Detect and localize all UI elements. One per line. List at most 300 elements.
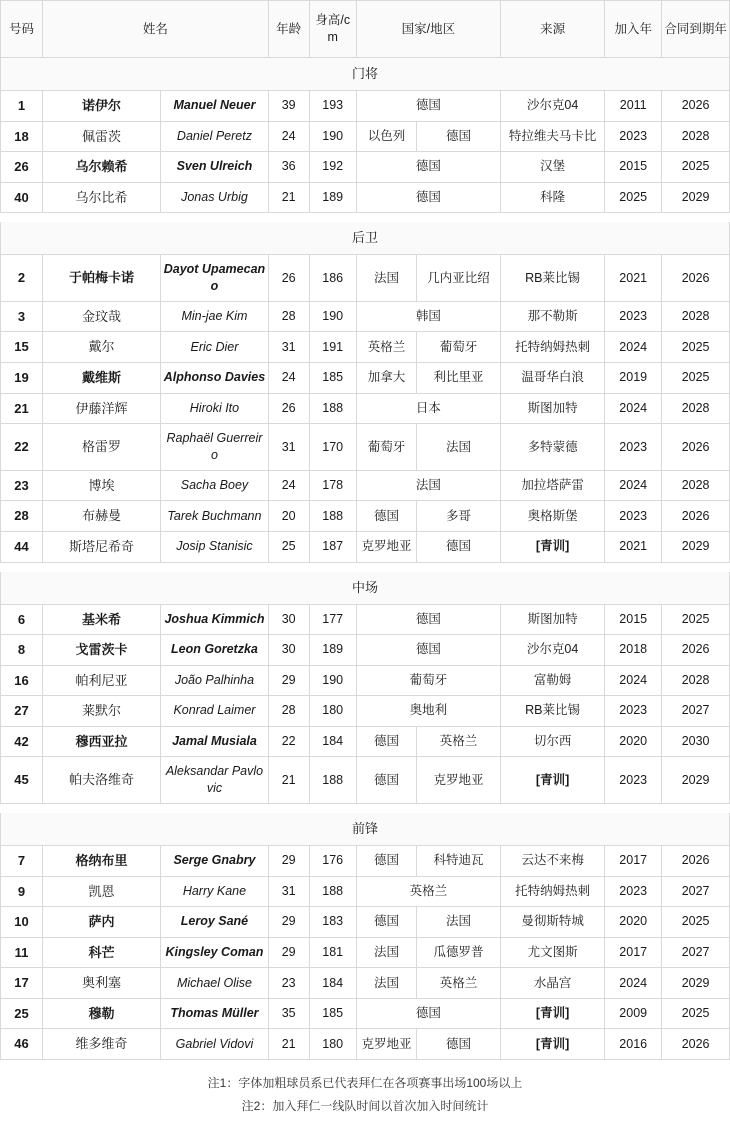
table-header [1, 1, 730, 58]
spacer-cell [1, 562, 730, 571]
player-contract-expiry: 2029 [662, 182, 730, 213]
player-age: 21 [268, 1029, 309, 1060]
header-age: 年龄 [268, 1, 309, 58]
player-nationality-primary: 德国 [356, 846, 416, 877]
table-row [1, 531, 730, 562]
player-height: 184 [309, 726, 356, 757]
player-height: 189 [309, 635, 356, 666]
player-name-cn: 佩雷茨 [42, 121, 160, 152]
player-nationality-primary: 法国 [356, 470, 500, 501]
player-source: 富勒姆 [500, 665, 604, 696]
player-nationality-primary: 克罗地亚 [356, 1029, 416, 1060]
player-contract-expiry: 2029 [662, 757, 730, 804]
header-name: 姓名 [42, 1, 268, 58]
player-contract-expiry: 2026 [662, 255, 730, 302]
player-contract-expiry: 2028 [662, 470, 730, 501]
player-age: 29 [268, 907, 309, 938]
player-height: 193 [309, 91, 356, 122]
player-nationality-primary: 日本 [356, 393, 500, 424]
player-name-latin: Josip Stanisic [161, 531, 269, 562]
player-name-cn: 萨内 [42, 907, 160, 938]
player-contract-expiry: 2025 [662, 604, 730, 635]
player-join-year: 2023 [605, 757, 662, 804]
player-height: 190 [309, 301, 356, 332]
player-age: 26 [268, 393, 309, 424]
player-source: [青训] [500, 1029, 604, 1060]
player-join-year: 2023 [605, 696, 662, 727]
player-contract-expiry: 2026 [662, 424, 730, 471]
player-nationality-secondary: 葡萄牙 [417, 332, 501, 363]
player-join-year: 2024 [605, 393, 662, 424]
table-notes [0, 1072, 730, 1127]
player-name-latin: João Palhinha [161, 665, 269, 696]
header-source: 来源 [500, 1, 604, 58]
player-contract-expiry: 2026 [662, 846, 730, 877]
header-nationality: 国家/地区 [356, 1, 500, 58]
table-row [1, 635, 730, 666]
table-row [1, 182, 730, 213]
player-age: 29 [268, 937, 309, 968]
player-name-cn: 乌尔赖希 [42, 152, 160, 183]
player-contract-expiry: 2025 [662, 998, 730, 1029]
player-name-cn: 莱默尔 [42, 696, 160, 727]
player-name-cn: 戈雷茨卡 [42, 635, 160, 666]
player-nationality-secondary: 瓜德罗普 [417, 937, 501, 968]
table-row [1, 393, 730, 424]
player-height: 186 [309, 255, 356, 302]
position-group-label: 前锋 [1, 813, 730, 846]
player-nationality-secondary: 科特迪瓦 [417, 846, 501, 877]
player-join-year: 2020 [605, 726, 662, 757]
player-number: 9 [1, 876, 43, 907]
player-height: 180 [309, 1029, 356, 1060]
player-contract-expiry: 2027 [662, 696, 730, 727]
player-nationality-secondary: 利比里亚 [417, 363, 501, 394]
player-number: 19 [1, 363, 43, 394]
player-name-cn: 戴尔 [42, 332, 160, 363]
player-source: RB莱比锡 [500, 255, 604, 302]
player-number: 42 [1, 726, 43, 757]
player-name-latin: Daniel Peretz [161, 121, 269, 152]
player-height: 192 [309, 152, 356, 183]
table-row [1, 501, 730, 532]
player-age: 25 [268, 531, 309, 562]
player-age: 29 [268, 665, 309, 696]
player-nationality-primary: 葡萄牙 [356, 424, 416, 471]
player-age: 30 [268, 604, 309, 635]
position-group-row [1, 58, 730, 91]
player-height: 170 [309, 424, 356, 471]
table-row [1, 968, 730, 999]
player-name-cn: 金玟哉 [42, 301, 160, 332]
player-join-year: 2017 [605, 846, 662, 877]
player-name-cn: 奥利塞 [42, 968, 160, 999]
player-nationality-secondary: 几内亚比绍 [417, 255, 501, 302]
player-nationality-secondary: 英格兰 [417, 726, 501, 757]
player-source: 托特纳姆热刺 [500, 876, 604, 907]
table-row [1, 1029, 730, 1060]
player-join-year: 2024 [605, 332, 662, 363]
player-source: 奥格斯堡 [500, 501, 604, 532]
player-height: 189 [309, 182, 356, 213]
table-row [1, 91, 730, 122]
player-source: 曼彻斯特城 [500, 907, 604, 938]
player-join-year: 2019 [605, 363, 662, 394]
player-height: 180 [309, 696, 356, 727]
player-age: 24 [268, 363, 309, 394]
player-join-year: 2009 [605, 998, 662, 1029]
player-join-year: 2015 [605, 604, 662, 635]
player-name-cn: 博埃 [42, 470, 160, 501]
player-join-year: 2023 [605, 121, 662, 152]
player-nationality-primary: 奥地利 [356, 696, 500, 727]
player-height: 176 [309, 846, 356, 877]
player-age: 29 [268, 846, 309, 877]
player-number: 21 [1, 393, 43, 424]
player-number: 7 [1, 846, 43, 877]
player-number: 6 [1, 604, 43, 635]
player-contract-expiry: 2029 [662, 531, 730, 562]
player-number: 27 [1, 696, 43, 727]
player-age: 23 [268, 968, 309, 999]
player-name-cn: 穆西亚拉 [42, 726, 160, 757]
player-height: 190 [309, 665, 356, 696]
player-name-latin: Joshua Kimmich [161, 604, 269, 635]
table-row [1, 255, 730, 302]
player-age: 21 [268, 757, 309, 804]
player-source: 多特蒙德 [500, 424, 604, 471]
player-name-cn: 戴维斯 [42, 363, 160, 394]
player-source: 尤文图斯 [500, 937, 604, 968]
player-join-year: 2023 [605, 301, 662, 332]
player-height: 187 [309, 531, 356, 562]
player-contract-expiry: 2025 [662, 907, 730, 938]
group-spacer [1, 804, 730, 813]
player-source: RB莱比锡 [500, 696, 604, 727]
player-number: 44 [1, 531, 43, 562]
player-join-year: 2024 [605, 665, 662, 696]
position-group-row [1, 813, 730, 846]
player-name-latin: Jamal Musiala [161, 726, 269, 757]
header-height: 身高/cm [309, 1, 356, 58]
player-nationality-primary: 克罗地亚 [356, 531, 416, 562]
player-number: 18 [1, 121, 43, 152]
player-number: 23 [1, 470, 43, 501]
table-row [1, 363, 730, 394]
player-join-year: 2017 [605, 937, 662, 968]
player-age: 31 [268, 332, 309, 363]
table-row [1, 152, 730, 183]
player-join-year: 2023 [605, 876, 662, 907]
table-row [1, 121, 730, 152]
player-number: 17 [1, 968, 43, 999]
player-contract-expiry: 2026 [662, 635, 730, 666]
player-source: 沙尔克04 [500, 91, 604, 122]
player-name-cn: 布赫曼 [42, 501, 160, 532]
position-group-row [1, 571, 730, 604]
player-age: 31 [268, 876, 309, 907]
player-name-cn: 诺伊尔 [42, 91, 160, 122]
header-join-year: 加入年 [605, 1, 662, 58]
position-group-label: 中场 [1, 571, 730, 604]
player-join-year: 2023 [605, 501, 662, 532]
player-join-year: 2024 [605, 968, 662, 999]
player-join-year: 2015 [605, 152, 662, 183]
table-row [1, 665, 730, 696]
player-nationality-secondary: 英格兰 [417, 968, 501, 999]
table-row [1, 876, 730, 907]
player-age: 30 [268, 635, 309, 666]
player-number: 3 [1, 301, 43, 332]
player-name-latin: Konrad Laimer [161, 696, 269, 727]
player-source: 加拉塔萨雷 [500, 470, 604, 501]
player-nationality-primary: 德国 [356, 998, 500, 1029]
player-name-latin: Sacha Boey [161, 470, 269, 501]
player-source: 科隆 [500, 182, 604, 213]
player-nationality-primary: 德国 [356, 501, 416, 532]
player-height: 191 [309, 332, 356, 363]
note-2: 注2：加入拜仁一线队时间以首次加入时间统计 [241, 1098, 489, 1113]
header-row [1, 1, 730, 58]
player-age: 24 [268, 121, 309, 152]
player-nationality-secondary: 德国 [417, 531, 501, 562]
player-join-year: 2025 [605, 182, 662, 213]
player-source: 云达不来梅 [500, 846, 604, 877]
table-row [1, 604, 730, 635]
player-nationality-primary: 法国 [356, 255, 416, 302]
player-contract-expiry: 2026 [662, 91, 730, 122]
player-name-latin: Aleksandar Pavlovic [161, 757, 269, 804]
player-source: 汉堡 [500, 152, 604, 183]
player-nationality-primary: 英格兰 [356, 332, 416, 363]
player-number: 11 [1, 937, 43, 968]
player-source: 斯图加特 [500, 604, 604, 635]
player-age: 24 [268, 470, 309, 501]
header-contract-expiry: 合同到期年 [662, 1, 730, 58]
player-age: 28 [268, 301, 309, 332]
player-name-latin: Serge Gnabry [161, 846, 269, 877]
player-age: 31 [268, 424, 309, 471]
player-name-cn: 斯塔尼希奇 [42, 531, 160, 562]
player-source: 斯图加特 [500, 393, 604, 424]
table-row [1, 907, 730, 938]
player-contract-expiry: 2028 [662, 301, 730, 332]
player-number: 26 [1, 152, 43, 183]
player-name-latin: Leroy Sané [161, 907, 269, 938]
player-contract-expiry: 2025 [662, 152, 730, 183]
table-row [1, 424, 730, 471]
player-height: 188 [309, 393, 356, 424]
table-body [1, 58, 730, 1060]
player-name-latin: Michael Olise [161, 968, 269, 999]
player-number: 46 [1, 1029, 43, 1060]
player-name-latin: Raphaël Guerreiro [161, 424, 269, 471]
player-name-cn: 穆勒 [42, 998, 160, 1029]
player-name-latin: Gabriel Vidovi [161, 1029, 269, 1060]
player-height: 188 [309, 876, 356, 907]
player-number: 10 [1, 907, 43, 938]
player-source: [青训] [500, 531, 604, 562]
player-nationality-primary: 法国 [356, 968, 416, 999]
player-height: 190 [309, 121, 356, 152]
player-nationality-primary: 法国 [356, 937, 416, 968]
player-source: 托特纳姆热刺 [500, 332, 604, 363]
player-nationality-secondary: 德国 [417, 121, 501, 152]
player-nationality-primary: 英格兰 [356, 876, 500, 907]
player-age: 20 [268, 501, 309, 532]
player-contract-expiry: 2026 [662, 501, 730, 532]
player-nationality-primary: 德国 [356, 726, 416, 757]
player-nationality-primary: 德国 [356, 604, 500, 635]
player-age: 22 [268, 726, 309, 757]
player-join-year: 2021 [605, 255, 662, 302]
player-nationality-primary: 德国 [356, 152, 500, 183]
player-name-cn: 伊藤洋辉 [42, 393, 160, 424]
player-nationality-primary: 德国 [356, 907, 416, 938]
player-source: 特拉维夫马卡比 [500, 121, 604, 152]
player-name-latin: Jonas Urbig [161, 182, 269, 213]
player-nationality-secondary: 法国 [417, 907, 501, 938]
player-source: 那不勒斯 [500, 301, 604, 332]
position-group-label: 门将 [1, 58, 730, 91]
header-number: 号码 [1, 1, 43, 58]
player-contract-expiry: 2026 [662, 1029, 730, 1060]
player-contract-expiry: 2027 [662, 937, 730, 968]
player-number: 1 [1, 91, 43, 122]
player-number: 8 [1, 635, 43, 666]
player-name-latin: Kingsley Coman [161, 937, 269, 968]
player-height: 184 [309, 968, 356, 999]
player-height: 188 [309, 501, 356, 532]
player-age: 28 [268, 696, 309, 727]
player-name-cn: 维多维奇 [42, 1029, 160, 1060]
table-row [1, 301, 730, 332]
player-nationality-primary: 德国 [356, 635, 500, 666]
player-source: [青训] [500, 998, 604, 1029]
player-age: 36 [268, 152, 309, 183]
table-row [1, 470, 730, 501]
player-name-latin: Eric Dier [161, 332, 269, 363]
table-row [1, 937, 730, 968]
player-contract-expiry: 2027 [662, 876, 730, 907]
player-join-year: 2020 [605, 907, 662, 938]
position-group-label: 后卫 [1, 222, 730, 255]
player-name-latin: Dayot Upamecano [161, 255, 269, 302]
player-age: 26 [268, 255, 309, 302]
position-group-row [1, 222, 730, 255]
note-1: 注1：字体加粗球员系已代表拜仁在各项赛事出场100场以上 [207, 1075, 523, 1090]
table-row [1, 696, 730, 727]
player-nationality-secondary: 多哥 [417, 501, 501, 532]
player-age: 21 [268, 182, 309, 213]
player-name-cn: 基米希 [42, 604, 160, 635]
player-nationality-primary: 加拿大 [356, 363, 416, 394]
player-height: 177 [309, 604, 356, 635]
player-name-latin: Manuel Neuer [161, 91, 269, 122]
table-row [1, 846, 730, 877]
player-number: 22 [1, 424, 43, 471]
player-name-cn: 科芒 [42, 937, 160, 968]
player-join-year: 2023 [605, 424, 662, 471]
player-name-latin: Thomas Müller [161, 998, 269, 1029]
spacer-cell [1, 804, 730, 813]
table-row [1, 757, 730, 804]
player-source: 切尔西 [500, 726, 604, 757]
player-contract-expiry: 2028 [662, 665, 730, 696]
group-spacer [1, 213, 730, 222]
player-nationality-secondary: 德国 [417, 1029, 501, 1060]
player-name-cn: 帕利尼亚 [42, 665, 160, 696]
spacer-cell [1, 213, 730, 222]
player-nationality-primary: 德国 [356, 182, 500, 213]
player-nationality-primary: 韩国 [356, 301, 500, 332]
player-height: 181 [309, 937, 356, 968]
player-source: 温哥华白浪 [500, 363, 604, 394]
player-height: 178 [309, 470, 356, 501]
player-nationality-primary: 德国 [356, 757, 416, 804]
player-number: 25 [1, 998, 43, 1029]
player-height: 183 [309, 907, 356, 938]
player-join-year: 2021 [605, 531, 662, 562]
player-age: 35 [268, 998, 309, 1029]
player-name-cn: 凯恩 [42, 876, 160, 907]
player-height: 185 [309, 998, 356, 1029]
player-name-latin: Hiroki Ito [161, 393, 269, 424]
player-nationality-primary: 葡萄牙 [356, 665, 500, 696]
player-contract-expiry: 2025 [662, 363, 730, 394]
player-name-latin: Min-jae Kim [161, 301, 269, 332]
table-row [1, 998, 730, 1029]
player-name-cn: 帕夫洛维奇 [42, 757, 160, 804]
table-row [1, 332, 730, 363]
player-contract-expiry: 2030 [662, 726, 730, 757]
player-nationality-primary: 以色列 [356, 121, 416, 152]
player-name-cn: 格纳布里 [42, 846, 160, 877]
player-height: 188 [309, 757, 356, 804]
player-name-latin: Tarek Buchmann [161, 501, 269, 532]
player-source: 沙尔克04 [500, 635, 604, 666]
player-number: 45 [1, 757, 43, 804]
player-source: 水晶宫 [500, 968, 604, 999]
player-name-latin: Leon Goretzka [161, 635, 269, 666]
player-nationality-secondary: 法国 [417, 424, 501, 471]
player-height: 185 [309, 363, 356, 394]
player-number: 15 [1, 332, 43, 363]
player-name-cn: 格雷罗 [42, 424, 160, 471]
player-number: 40 [1, 182, 43, 213]
table-row [1, 726, 730, 757]
player-nationality-secondary: 克罗地亚 [417, 757, 501, 804]
player-name-latin: Harry Kane [161, 876, 269, 907]
player-age: 39 [268, 91, 309, 122]
player-number: 2 [1, 255, 43, 302]
player-contract-expiry: 2028 [662, 393, 730, 424]
group-spacer [1, 562, 730, 571]
player-join-year: 2024 [605, 470, 662, 501]
player-join-year: 2018 [605, 635, 662, 666]
player-join-year: 2011 [605, 91, 662, 122]
player-name-latin: Sven Ulreich [161, 152, 269, 183]
player-join-year: 2016 [605, 1029, 662, 1060]
player-contract-expiry: 2025 [662, 332, 730, 363]
player-number: 16 [1, 665, 43, 696]
player-name-cn: 于帕梅卡诺 [42, 255, 160, 302]
player-contract-expiry: 2029 [662, 968, 730, 999]
player-contract-expiry: 2028 [662, 121, 730, 152]
player-nationality-primary: 德国 [356, 91, 500, 122]
player-name-cn: 乌尔比希 [42, 182, 160, 213]
player-name-latin: Alphonso Davies [161, 363, 269, 394]
